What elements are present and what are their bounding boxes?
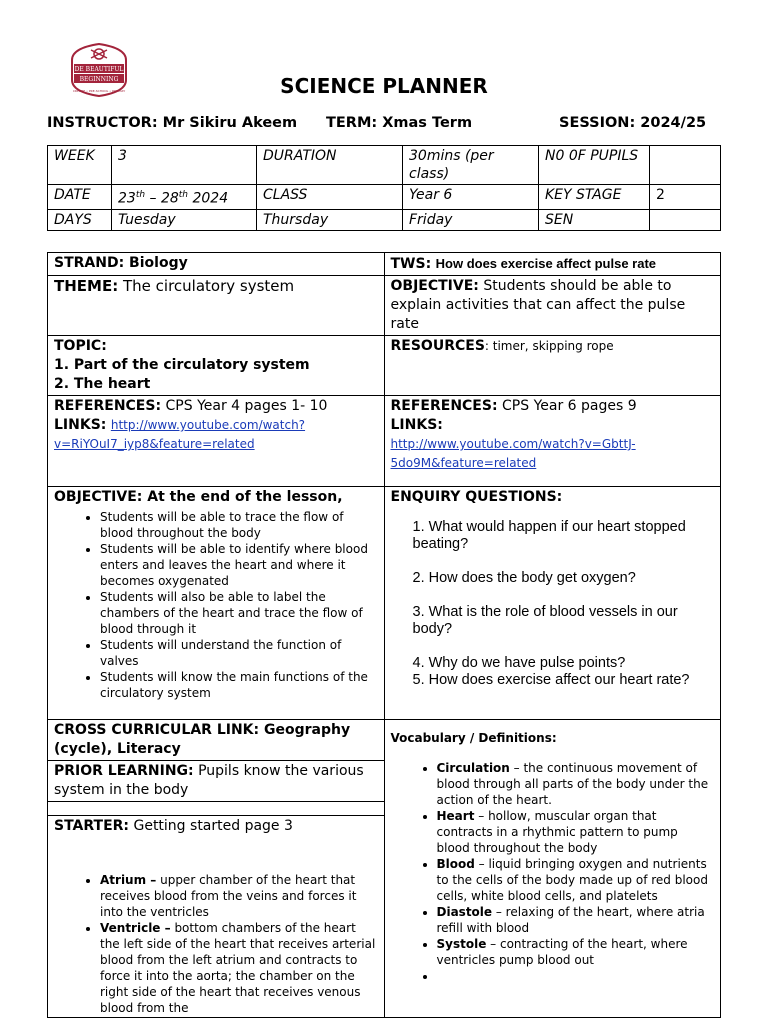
list-item: 1. What would happen if our heart stopped beating? (412, 519, 686, 552)
pupils-label: N0 0F PUPILS (539, 146, 650, 185)
list-item: • Diastole – relaxing of the heart, where atria refill with blood (437, 904, 715, 936)
youtube-link-right[interactable]: http://www.youtube.com/watch?v=GbttJ-5do9M&feature=related (390, 437, 636, 470)
lesson-objective-cell: OBJECTIVE: At the end of the lesson, • Students will be able to trace the flow of blood throughout the body • Students will be able to identify where blood enters and leaves the heart and where it becomes oxygenated • Students will also be able to label the chambers of the heart and trace the flow of blood through it • Students will understand the function of valves • Students will know the main functions of the circulatory system (48, 487, 385, 720)
duration-label: DURATION (257, 146, 403, 185)
date-label: DATE (48, 185, 112, 210)
class-value: Year 6 (403, 185, 539, 210)
session-label: SESSION: 2024/25 (559, 115, 707, 131)
days-label: DAYS (48, 209, 112, 230)
list-item: • Students will know the main functions of the circulatory system (100, 669, 378, 701)
cross-curricular-cell: CROSS CURRICULAR LINK: Geography (cycle), Literacy (48, 720, 385, 761)
list-item: • Students will also be able to label the chambers of the heart and trace the flow of blood through it (100, 589, 378, 637)
starter-list (54, 872, 378, 1016)
theme-cell: THEME: The circulatory system (48, 276, 385, 336)
day-tuesday: Tuesday (112, 209, 257, 230)
references-left-cell: REFERENCES: CPS Year 4 pages 1- 10 LINKS: http://www.youtube.com/watch?v=RiYOuI7_iyp8&feature=related (48, 396, 385, 487)
pupils-value (650, 146, 721, 185)
list-item (437, 968, 715, 984)
references-right-cell: REFERENCES: CPS Year 6 pages 9 LINKS: http://www.youtube.com/watch?v=GbttJ-5do9M&feature=related (384, 396, 721, 487)
vocabulary-list (391, 760, 715, 984)
objective-cell: OBJECTIVE: Students should be able to explain activities that can affect the pulse rate (384, 276, 721, 336)
list-item: • Students will be able to trace the flow of blood throughout the body (100, 509, 378, 541)
topic-cell: TOPIC: 1. Part of the circulatory system 2. The heart (48, 336, 385, 396)
list-item: • Ventricle – bottom chambers of the heart the left side of the heart that receives arterial blood from the left atrium and contracts to force it into the aorta; the chamber on the right side of the heart that receives venous blood from the (100, 920, 378, 1016)
sen-value (650, 209, 721, 230)
enquiry-list (391, 519, 715, 689)
day-friday: Friday (403, 209, 539, 230)
youtube-link-left[interactable]: http://www.youtube.com/watch?v=RiYOuI7_iyp8&feature=related (54, 418, 306, 451)
list-item: 2. How does the body get oxygen? (412, 570, 636, 586)
week-value: 3 (112, 146, 257, 185)
list-item: • Heart – hollow, muscular organ that contracts in a rhythmic pattern to pump blood throughout the body (437, 808, 715, 856)
stage-label: KEY STAGE (539, 185, 650, 210)
starter-cell: STARTER: Getting started page 3 • Atrium – upper chamber of the heart that receives blood from the veins and forces it into the ventricles • Ventricle – bottom chambers of the heart the left side of the heart that receives arterial blood from the left atrium and contracts to force it into the aorta; the chamber on the right side of the heart that receives venous blood from the (48, 816, 385, 1018)
sen-label: SEN (539, 209, 650, 230)
list-item: • Students will understand the function of valves (100, 637, 378, 669)
vocabulary-cell: Vocabulary / Definitions: • Circulation – the continuous movement of blood through all parts of the body under the action of the heart. • Heart – hollow, muscular organ that contracts in a rhythmic pattern to pump blood throughout the body • Blood – liquid bringing oxygen and nutrients to the cells of the body made up of red blood cells, white blood cells, and platelets • Diastole – relaxing of the heart, where atria refill with blood • Systole – contracting of the heart, where ventricles pump blood out • (384, 720, 721, 1018)
strand-cell: STRAND: Biology (48, 253, 385, 276)
week-label: WEEK (48, 146, 112, 185)
blank-cell (48, 802, 385, 816)
plan-table (47, 252, 721, 1018)
lesson-objective-list (54, 509, 378, 701)
list-item: • Systole – contracting of the heart, where ventricles pump blood out (437, 936, 715, 968)
list-item: • Blood – liquid bringing oxygen and nutrients to the cells of the body made up of red blood cells, white blood cells, and platelets (437, 856, 715, 904)
prior-learning-cell: PRIOR LEARNING: Pupils know the various system in the body (48, 761, 385, 802)
svg-text:CRECHE • PRE-SCHOOL • PRIMARY: CRECHE • PRE-SCHOOL • PRIMARY (72, 89, 126, 93)
resources-cell: RESOURCES: timer, skipping rope (384, 336, 721, 396)
stage-value: 2 (650, 185, 721, 210)
day-thursday: Thursday (257, 209, 403, 230)
class-label: CLASS (257, 185, 403, 210)
term-label: TERM: Xmas Term (326, 115, 473, 131)
instructor-label: INSTRUCTOR: Mr Sikiru Akeem (47, 115, 298, 131)
enquiry-cell: ENQUIRY QUESTIONS: 1. What would happen if our heart stopped beating? 2. How does the body get oxygen? 3. What is the role of blood vessels in our body? 4. Why do we have pulse points? 5. How does exercise affect our heart rate? (384, 487, 721, 720)
info-table (47, 145, 721, 231)
list-item: 4. Why do we have pulse points? (412, 655, 626, 671)
list-item: 3. What is the role of blood vessels in our body? (412, 604, 678, 637)
tws-cell: TWS: How does exercise affect pulse rate (384, 253, 721, 276)
list-item: • Students will be able to identify where blood enters and leaves the heart and where it becomes oxygenated (100, 541, 378, 589)
date-value: 23th – 28th 2024 (112, 185, 257, 210)
list-item: 5. How does exercise affect our heart rate? (412, 672, 690, 688)
svg-text:BEGINNING: BEGINNING (79, 76, 119, 83)
list-item: • Circulation – the continuous movement of blood through all parts of the body under the action of the heart. (437, 760, 715, 808)
duration-value: 30mins (per class) (403, 146, 539, 185)
svg-text:DE BEAUTIFUL: DE BEAUTIFUL (74, 66, 124, 73)
page-title: SCIENCE PLANNER (280, 74, 488, 98)
list-item: • Atrium – upper chamber of the heart that receives blood from the veins and forces it into the ventricles (100, 872, 378, 920)
